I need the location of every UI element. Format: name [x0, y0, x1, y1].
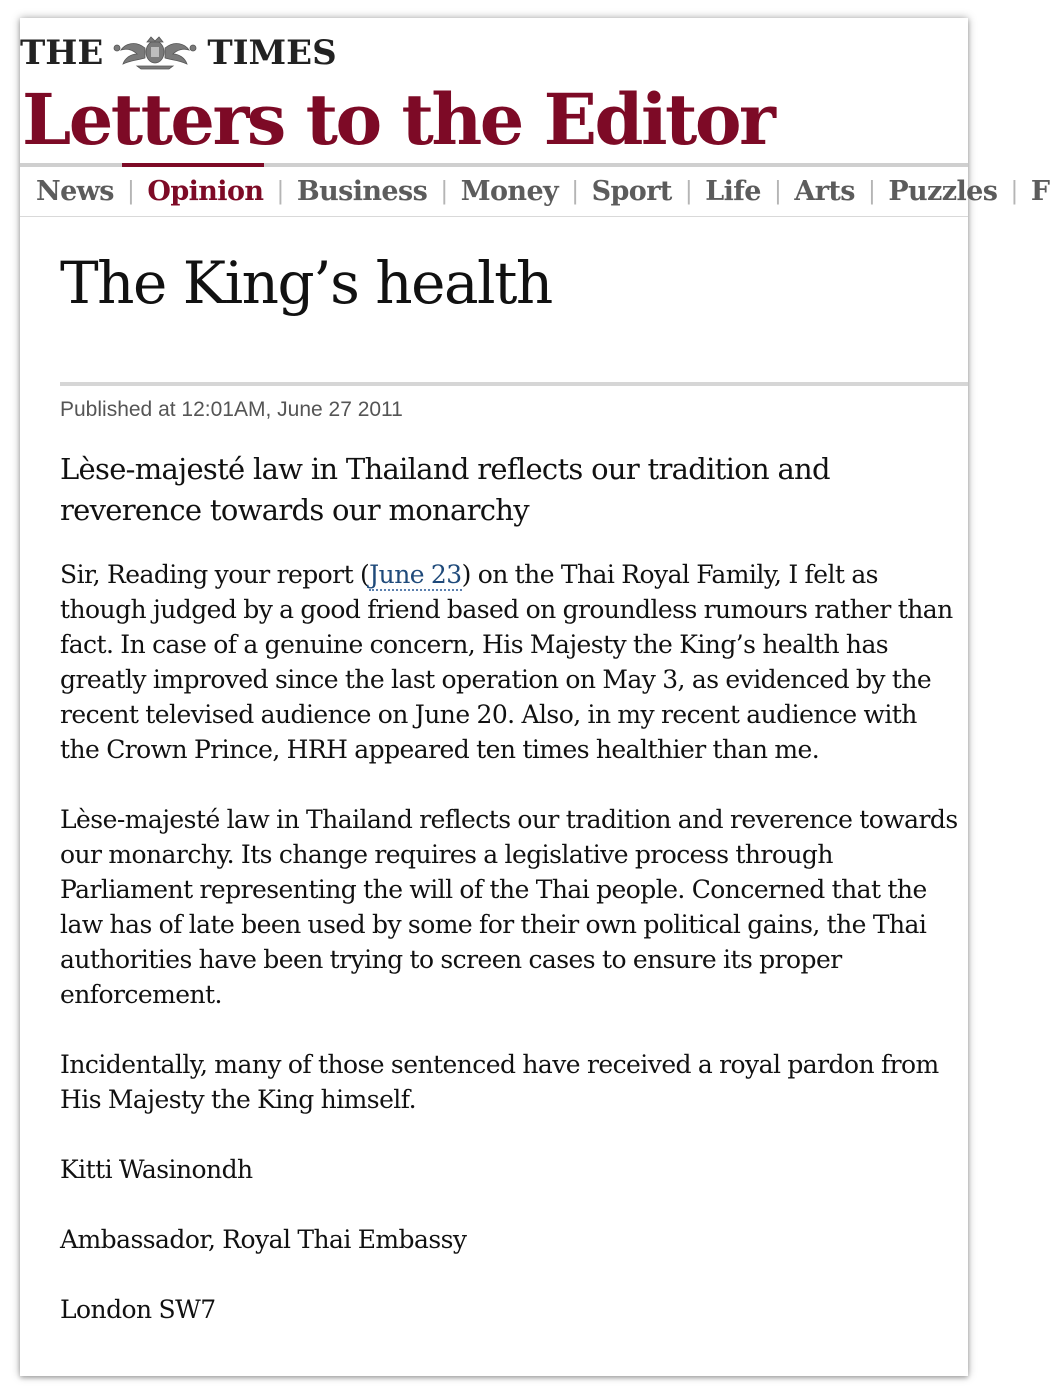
nav-separator: |: [126, 177, 135, 205]
article-body: [60, 557, 960, 1362]
nav-item-arts[interactable]: Arts: [794, 175, 855, 207]
nav-item-puzzles[interactable]: Puzzles: [888, 175, 998, 207]
headline-divider: [60, 382, 968, 386]
masthead-times: TIMES: [207, 33, 337, 73]
signature-location: London SW7: [60, 1295, 216, 1324]
p1-text-end: ) on the Thai Royal Family, I felt as though judged by a good friend based on groundless rumours rather than fact. In case of a genuine concern, His Majesty the King’s health has greatly improved since the last operation on May 3, as evidenced by the recent televised audience on June 20. Also, in my recent audience with the Crown Prince, HRH appeared ten times healthier than me.: [60, 560, 953, 764]
nav-item-truncated[interactable]: F: [1030, 175, 1050, 207]
report-date-link[interactable]: June 23: [369, 560, 462, 589]
nav-active-indicator: [122, 163, 264, 167]
nav-separator: |: [773, 177, 782, 205]
article-headline: The King’s health: [60, 249, 552, 317]
nav-separator: |: [684, 177, 693, 205]
main-nav: [20, 169, 1062, 213]
body-paragraph-2: Lèse-majesté law in Thailand reflects our tradition and reverence towards our monarchy. Its change requires a legislative process through Parliament representing the will of the Thai people. Concerned that the law has of late been used by some for their own political gains, the Thai authorities have been trying to screen cases to ensure its proper enforcement.: [60, 805, 958, 1009]
section-title: Letters to the Editor: [22, 78, 774, 161]
nav-item-business[interactable]: Business: [296, 175, 428, 207]
royal-crest-icon: [107, 36, 203, 70]
masthead-logo[interactable]: [20, 32, 337, 74]
nav-item-opinion[interactable]: Opinion: [147, 175, 264, 207]
nav-separator: |: [276, 177, 284, 205]
nav-item-sport[interactable]: Sport: [591, 175, 672, 207]
nav-item-life[interactable]: Life: [705, 175, 761, 207]
published-date: Published at 12:01AM, June 27 2011: [60, 398, 403, 421]
signature-title: Ambassador, Royal Thai Embassy: [60, 1225, 467, 1254]
masthead-the: THE: [20, 33, 104, 73]
nav-separator: |: [867, 177, 876, 205]
letter-page: [20, 18, 1050, 1376]
nav-item-money[interactable]: Money: [460, 175, 559, 207]
article-standfirst: Lèse-majesté law in Thailand reflects our tradition and reverence towards our monarchy: [60, 452, 830, 527]
nav-separator: |: [571, 177, 579, 205]
body-paragraph-1: [60, 557, 960, 767]
p1-text-start: Sir, Reading your report (: [60, 560, 370, 589]
body-paragraph-3: Incidentally, many of those sentenced have received a royal pardon from His Majesty the King himself.: [60, 1050, 939, 1114]
nav-separator: |: [440, 177, 448, 205]
nav-separator: |: [1010, 177, 1018, 205]
nav-bottom-rule: [20, 216, 968, 217]
nav-item-news[interactable]: News: [36, 175, 114, 207]
signature-name: Kitti Wasinondh: [60, 1155, 253, 1184]
